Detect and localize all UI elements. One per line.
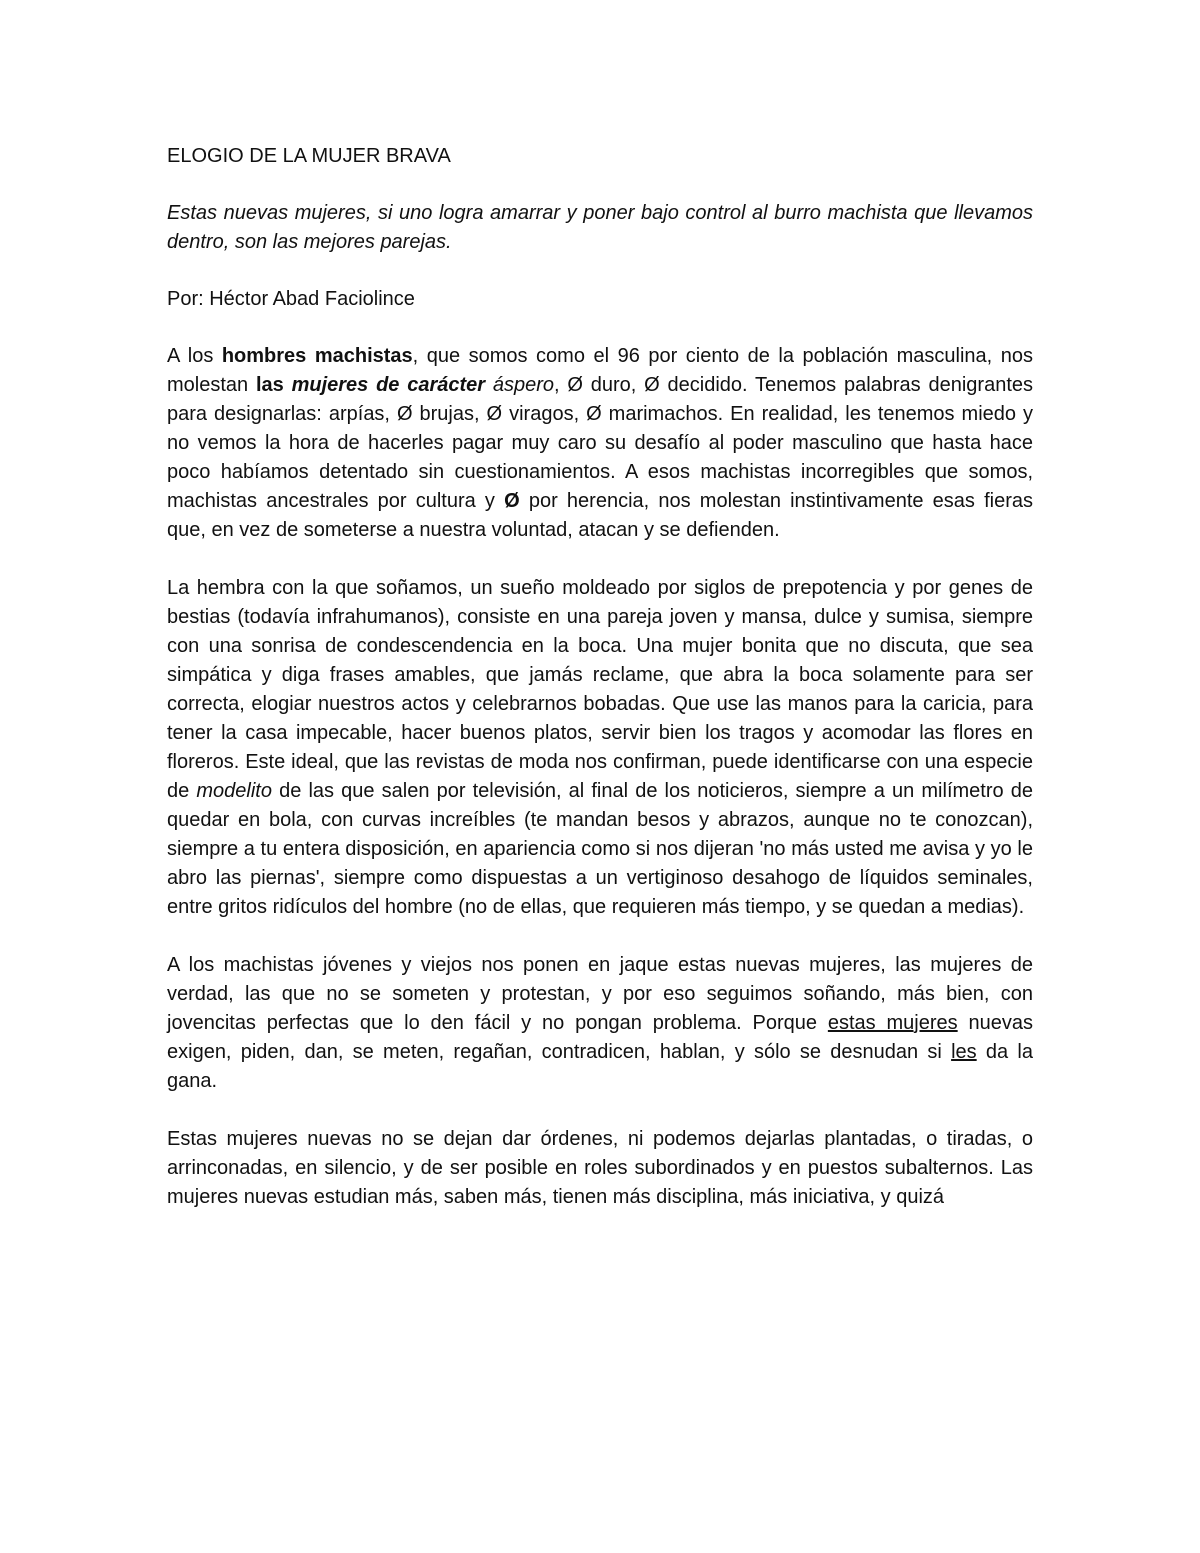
- text-run: da la gana.: [167, 1041, 1033, 1092]
- bold-phrase: las: [255, 374, 292, 396]
- text-run: , Ø duro, Ø decidido. Tenemos palabras denigrantes para designarlas: arpías, Ø brujas, Ø viragos, Ø marimachos. En realidad, les tenemos miedo y no vemos la hora de hacerles pagar muy caro su desafío al poder masculino que hasta hace poco habíamos detentado sin cuestionamientos. A esos machistas incorregibles que somos, machistas ancestrales por cultura y: [167, 374, 1034, 512]
- bold-italic-text: mujeres de carácter: [291, 374, 486, 396]
- paragraph-1: [167, 342, 1033, 545]
- author-byline: Por: Héctor Abad Faciolince: [167, 288, 415, 310]
- text-run: nuevas exigen, piden, dan, se meten, regañan, contradicen, hablan, y sólo se desnudan si: [167, 1012, 1033, 1063]
- text-run: de las que salen por televisión, al final de los noticieros, siempre a un milímetro de quedar en bola, con curvas increíbles (te mandan besos y abrazos, aunque no te conozcan), siempre a tu entera disposición, en apariencia como si nos dijeran 'no más usted me avisa y yo le abro las piernas', siempre como dispuestas a un vertiginoso desahogo de líquidos seminales, entre gritos ridículos del hombre (no de ellas, que requieren más tiempo, y se quedan a medias).: [167, 780, 1033, 918]
- document-page: [167, 142, 1033, 1241]
- text-run: Estas mujeres nuevas no se dejan dar órdenes, ni podemos dejarlas plantadas, o tiradas, o arrinconadas, en silencio, y de ser posible en roles subordinados y en puestos subalternos. Las mujeres nuevas estudian más, saben más, tienen más disciplina, más iniciativa, y quizá: [167, 1128, 1033, 1208]
- text-run: La hembra con la que soñamos, un sueño moldeado por siglos de prepotencia y por genes de bestias (todavía infrahumanos), consiste en una pareja joven y mansa, dulce y sumisa, siempre con una sonrisa de condescendencia en la boca. Una mujer bonita que no discuta, que sea simpática y diga frases amables, que jamás reclame, que abra la boca solamente para ser correcta, elogiar nuestros actos y celebrarnos bobadas. Que use las manos para la caricia, para tener la casa impecable, hacer buenos platos, servir bien los tragos y acomodar las flores en floreros. Este ideal, que las revistas de moda nos confirman, puede identificarse con una especie de: [167, 577, 1033, 802]
- bold-italic-phrase: [292, 374, 486, 396]
- italic-phrase: modelito: [196, 780, 272, 802]
- paragraph-2: [167, 574, 1033, 922]
- text-run: [485, 374, 493, 396]
- paragraph-4: [167, 1125, 1033, 1212]
- bold-phrase: hombres machistas: [221, 345, 413, 367]
- bold-phrase: Ø: [504, 490, 520, 512]
- text-run: A los machistas jóvenes y viejos nos ponen en jaque estas nuevas mujeres, las mujeres de verdad, las que no se someten y protestan, y por eso seguimos soñando, más bien, con jovencitas perfectas que lo den fácil y no pongan problema. Porque: [167, 954, 1033, 1034]
- text-run: , que somos como el 96 por ciento de la población masculina, nos molestan: [167, 345, 1033, 396]
- document-title: ELOGIO DE LA MUJER BRAVA: [167, 145, 451, 167]
- text-run: por herencia, nos molestan instintivamente esas fieras que, en vez de someterse a nuestra voluntad, atacan y se defienden.: [167, 490, 1034, 541]
- text-run: A los: [167, 345, 222, 367]
- underlined-phrase: les: [951, 1041, 977, 1063]
- underlined-phrase: estas mujeres: [827, 1012, 958, 1034]
- paragraph-3: [167, 951, 1033, 1096]
- italic-phrase: áspero: [492, 374, 555, 396]
- document-subtitle: Estas nuevas mujeres, si uno logra amarrar y poner bajo control al burro machista que llevamos dentro, son las mejores parejas.: [167, 202, 1033, 253]
